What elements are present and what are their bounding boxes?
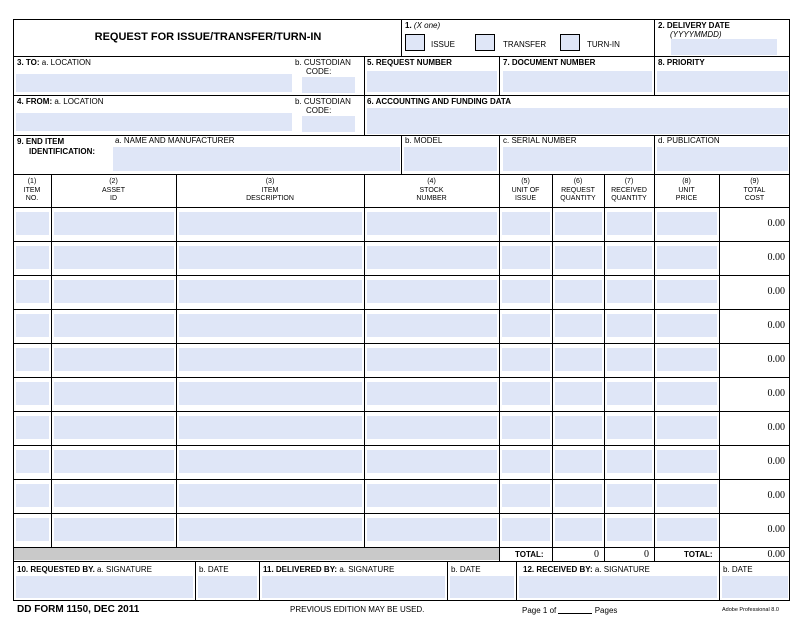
to-location-field[interactable] xyxy=(16,74,292,92)
received-quantity-field[interactable] xyxy=(607,518,652,541)
box4-label: 4. FROM: a. LOCATION xyxy=(17,97,104,106)
end-item-publication-field[interactable] xyxy=(657,147,788,171)
asset-id-field[interactable] xyxy=(54,518,174,541)
header-divider xyxy=(13,207,790,208)
column-divider xyxy=(499,174,500,548)
form-title: REQUEST FOR ISSUE/TRANSFER/TURN-IN xyxy=(94,31,322,43)
stock-number-field[interactable] xyxy=(367,416,497,439)
delivery-date-label: 2. DELIVERY DATE xyxy=(658,21,730,30)
request-quantity-field[interactable] xyxy=(555,484,602,507)
received-quantity-field[interactable] xyxy=(607,348,652,371)
stock-number-field[interactable] xyxy=(367,212,497,235)
unit-of-issue-field[interactable] xyxy=(502,246,550,269)
box10-date-label: b. DATE xyxy=(199,565,229,574)
unit-price-field[interactable] xyxy=(657,484,717,507)
received-quantity-field[interactable] xyxy=(607,484,652,507)
column-header-text: TOTAL xyxy=(743,186,766,194)
from-location-field[interactable] xyxy=(16,113,292,131)
column-header-text: (5) xyxy=(521,178,530,185)
end-item-name-field[interactable] xyxy=(113,147,400,171)
column-header-text: PRICE xyxy=(675,195,698,202)
edition-note: PREVIOUS EDITION MAY BE USED. xyxy=(290,605,425,614)
received-date-field[interactable] xyxy=(722,576,788,598)
column-header-text: DESCRIPTION xyxy=(246,195,294,202)
row-divider xyxy=(13,309,790,310)
column-header-unit-of-issue xyxy=(499,178,552,204)
column-header-unit-price xyxy=(654,178,719,204)
unit-of-issue-field[interactable] xyxy=(502,416,550,439)
stock-number-field[interactable] xyxy=(367,518,497,541)
page-count: Page 1 of Pages xyxy=(522,606,618,615)
turn-in-label: TURN-IN xyxy=(587,40,620,49)
to-custodian-code: CODE: xyxy=(306,67,332,76)
row-divider xyxy=(13,479,790,480)
unit-price-field[interactable] xyxy=(657,382,717,405)
totals-divider xyxy=(654,548,655,561)
column-header-text: NUMBER xyxy=(416,195,447,202)
column-divider xyxy=(604,174,605,548)
column-header-text: UNIT xyxy=(678,186,695,194)
received-quantity-total: 0 xyxy=(644,549,649,560)
from-custodian-field[interactable] xyxy=(302,116,355,132)
box12-label: 12. RECEIVED BY: a. SIGNATURE xyxy=(523,565,650,574)
request-quantity-total: 0 xyxy=(594,549,599,560)
request-quantity-field[interactable] xyxy=(555,450,602,473)
row-divider xyxy=(13,513,790,514)
asset-id-field[interactable] xyxy=(54,382,174,405)
unit-price-field[interactable] xyxy=(657,416,717,439)
unit-price-field[interactable] xyxy=(657,348,717,371)
box9-model-label: b. MODEL xyxy=(405,136,443,145)
total-cost-value: 0.00 xyxy=(767,252,785,263)
unit-of-issue-field[interactable] xyxy=(502,484,550,507)
column-header-text: ITEM xyxy=(23,186,41,194)
request-quantity-field[interactable] xyxy=(555,314,602,337)
item-description-field[interactable] xyxy=(179,416,362,439)
end-item-model-field[interactable] xyxy=(404,147,497,171)
item-no-field[interactable] xyxy=(16,212,49,235)
asset-id-field[interactable] xyxy=(54,348,174,371)
item-no-field[interactable] xyxy=(16,348,49,371)
box8-label: 8. PRIORITY xyxy=(658,58,705,67)
stock-number-field[interactable] xyxy=(367,280,497,303)
column-header-item-no xyxy=(13,178,51,204)
unit-of-issue-field[interactable] xyxy=(502,382,550,405)
form-id: DD FORM 1150, DEC 2011 xyxy=(17,604,140,615)
row-divider xyxy=(13,241,790,242)
issue-label: ISSUE xyxy=(431,40,456,49)
stock-number-field[interactable] xyxy=(367,382,497,405)
totals-shade xyxy=(14,548,499,560)
asset-id-field[interactable] xyxy=(54,450,174,473)
received-quantity-field[interactable] xyxy=(607,416,652,439)
box9-name-label: a. NAME AND MANUFACTURER xyxy=(115,136,235,145)
column-header-request-quantity xyxy=(552,178,604,204)
column-header-received-quantity xyxy=(604,178,654,204)
item-no-field[interactable] xyxy=(16,314,49,337)
box9-serial-label: c. SERIAL NUMBER xyxy=(503,136,577,145)
column-header-text: (4) xyxy=(427,178,436,185)
column-header-text: (6) xyxy=(573,178,583,185)
column-header-text: (2) xyxy=(109,178,118,185)
row-divider xyxy=(13,275,790,276)
item-description-field[interactable] xyxy=(179,348,362,371)
request-quantity-field[interactable] xyxy=(555,246,602,269)
item-no-field[interactable] xyxy=(16,450,49,473)
column-divider xyxy=(364,174,365,548)
total-cost-value: 0.00 xyxy=(767,388,785,399)
stock-number-field[interactable] xyxy=(367,484,497,507)
unit-price-field[interactable] xyxy=(657,246,717,269)
unit-price-field[interactable] xyxy=(657,518,717,541)
stock-number-field[interactable] xyxy=(367,348,497,371)
unit-of-issue-field[interactable] xyxy=(502,518,550,541)
received-quantity-field[interactable] xyxy=(607,246,652,269)
request-quantity-field[interactable] xyxy=(555,416,602,439)
column-header-text: NO. xyxy=(25,195,39,202)
column-divider xyxy=(176,174,177,548)
item-no-field[interactable] xyxy=(16,382,49,405)
item-description-field[interactable] xyxy=(179,450,362,473)
total-cost-value: 0.00 xyxy=(767,354,785,365)
stock-number-field[interactable] xyxy=(367,450,497,473)
total-cost-value: 0.00 xyxy=(767,490,785,501)
box11-date-label: b. DATE xyxy=(451,565,481,574)
stock-number-field[interactable] xyxy=(367,246,497,269)
item-no-field[interactable] xyxy=(16,246,49,269)
accounting-data-field[interactable] xyxy=(367,108,788,134)
column-divider xyxy=(552,174,553,548)
column-divider xyxy=(51,174,52,548)
item-description-field[interactable] xyxy=(179,314,362,337)
row-divider xyxy=(13,377,790,378)
column-header-text: ID xyxy=(110,195,117,202)
column-header-text: (9) xyxy=(750,178,759,185)
page-total-field[interactable] xyxy=(558,605,592,614)
unit-of-issue-field[interactable] xyxy=(502,212,550,235)
total-cost-value: 0.00 xyxy=(767,456,785,467)
column-header-text: ITEM xyxy=(261,186,279,194)
box5-label: 5. REQUEST NUMBER xyxy=(367,58,452,67)
totals-divider xyxy=(499,548,500,561)
box6-label: 6. ACCOUNTING AND FUNDING DATA xyxy=(367,97,511,106)
transfer-checkbox[interactable] xyxy=(475,34,495,51)
issue-checkbox[interactable] xyxy=(405,34,425,51)
received-quantity-field[interactable] xyxy=(607,382,652,405)
row-divider xyxy=(13,445,790,446)
item-description-field[interactable] xyxy=(179,518,362,541)
column-divider xyxy=(654,174,655,548)
document-number-field[interactable] xyxy=(503,71,652,92)
box10-label: 10. REQUESTED BY. a. SIGNATURE xyxy=(17,565,153,574)
requested-date-field[interactable] xyxy=(198,576,257,598)
asset-id-field[interactable] xyxy=(54,484,174,507)
box12-date-label: b. DATE xyxy=(723,565,753,574)
box9-label: 9. END ITEM IDENTIFICATION: xyxy=(17,137,96,156)
received-quantity-field[interactable] xyxy=(607,314,652,337)
column-header-item-description xyxy=(176,178,364,204)
transfer-label: TRANSFER xyxy=(503,40,547,49)
unit-of-issue-field[interactable] xyxy=(502,314,550,337)
unit-of-issue-field[interactable] xyxy=(502,450,550,473)
total-cost-value: 0.00 xyxy=(767,320,785,331)
box1-label: 1. (X one) xyxy=(405,21,441,30)
delivery-date-hint: (YYYYMMDD) xyxy=(670,30,722,39)
total-cost-value: 0.00 xyxy=(767,422,785,433)
column-header-text: STOCK xyxy=(419,186,444,194)
from-custodian-label: b. CUSTODIAN xyxy=(295,97,351,106)
to-custodian-field[interactable] xyxy=(302,77,355,93)
box7-label: 7. DOCUMENT NUMBER xyxy=(503,58,596,67)
unit-price-field[interactable] xyxy=(657,280,717,303)
end-item-serial-field[interactable] xyxy=(503,147,652,171)
request-quantity-field[interactable] xyxy=(555,348,602,371)
box11-label: 11. DELIVERED BY: a. SIGNATURE xyxy=(263,565,395,574)
column-header-text: RECEIVED xyxy=(611,186,647,194)
total-cost-value: 0.00 xyxy=(767,286,785,297)
delivered-signature-field[interactable] xyxy=(262,576,445,598)
column-header-text: REQUEST xyxy=(561,186,595,194)
column-header-text: (7) xyxy=(624,178,634,185)
column-header-text: (3) xyxy=(265,178,275,185)
from-custodian-code: CODE: xyxy=(306,106,332,115)
unit-price-field[interactable] xyxy=(657,450,717,473)
box3-label: 3. TO: a. LOCATION xyxy=(17,58,91,67)
asset-id-field[interactable] xyxy=(54,280,174,303)
item-description-field[interactable] xyxy=(179,382,362,405)
item-description-field[interactable] xyxy=(179,280,362,303)
received-quantity-field[interactable] xyxy=(607,212,652,235)
item-no-field[interactable] xyxy=(16,416,49,439)
totals-label: TOTAL: xyxy=(515,550,544,559)
column-header-text: ASSET xyxy=(102,186,125,194)
delivered-date-field[interactable] xyxy=(450,576,514,598)
asset-id-field[interactable] xyxy=(54,314,174,337)
item-no-field[interactable] xyxy=(16,518,49,541)
grand-total-label: TOTAL: xyxy=(684,550,713,559)
received-quantity-field[interactable] xyxy=(607,450,652,473)
unit-price-field[interactable] xyxy=(657,212,717,235)
unit-of-issue-field[interactable] xyxy=(502,280,550,303)
box9-publication-label: d. PUBLICATION xyxy=(658,136,720,145)
column-header-text: QUANTITY xyxy=(611,195,647,202)
row-divider xyxy=(13,343,790,344)
column-header-text: (8) xyxy=(682,178,691,185)
column-header-stock-number xyxy=(364,178,499,204)
item-description-field[interactable] xyxy=(179,484,362,507)
to-custodian-label: b. CUSTODIAN xyxy=(295,58,351,67)
unit-price-field[interactable] xyxy=(657,314,717,337)
total-cost-value: 0.00 xyxy=(767,218,785,229)
asset-id-field[interactable] xyxy=(54,246,174,269)
item-no-field[interactable] xyxy=(16,484,49,507)
asset-id-field[interactable] xyxy=(54,416,174,439)
item-description-field[interactable] xyxy=(179,212,362,235)
request-quantity-field[interactable] xyxy=(555,280,602,303)
turn-in-checkbox[interactable] xyxy=(560,34,580,51)
item-no-field[interactable] xyxy=(16,280,49,303)
received-signature-field[interactable] xyxy=(519,576,717,598)
column-header-text: COST xyxy=(744,195,765,202)
unit-of-issue-field[interactable] xyxy=(502,348,550,371)
column-header-asset-id xyxy=(51,178,176,204)
request-quantity-field[interactable] xyxy=(555,212,602,235)
column-header-text: UNIT OF xyxy=(511,186,540,194)
total-cost-value: 0.00 xyxy=(767,524,785,535)
request-quantity-field[interactable] xyxy=(555,382,602,405)
request-number-field[interactable] xyxy=(367,71,497,92)
column-header-text: (1) xyxy=(27,178,37,185)
grand-total-value: 0.00 xyxy=(767,549,785,560)
column-header-text: ISSUE xyxy=(514,195,536,202)
stock-number-field[interactable] xyxy=(367,314,497,337)
requested-signature-field[interactable] xyxy=(16,576,193,598)
delivery-date-field[interactable] xyxy=(671,39,777,55)
request-quantity-field[interactable] xyxy=(555,518,602,541)
item-description-field[interactable] xyxy=(179,246,362,269)
asset-id-field[interactable] xyxy=(54,212,174,235)
received-quantity-field[interactable] xyxy=(607,280,652,303)
priority-field[interactable] xyxy=(657,71,788,92)
producer-note: Adobe Professional 8.0 xyxy=(722,607,779,613)
column-header-total-cost xyxy=(719,178,790,204)
column-header-text: QUANTITY xyxy=(560,195,596,202)
row-divider xyxy=(13,411,790,412)
